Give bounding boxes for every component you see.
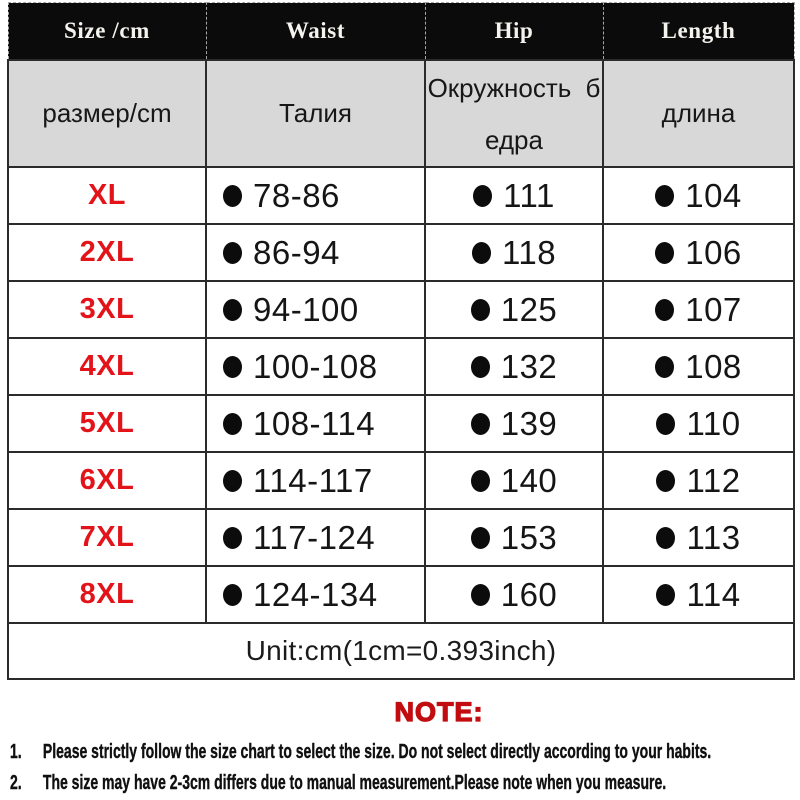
- table-row: [8, 509, 794, 566]
- bullet-icon: [656, 584, 675, 606]
- bullet-icon: [655, 299, 674, 321]
- bullet-icon: [656, 527, 675, 549]
- table-row: [8, 224, 794, 281]
- waist-value: 94-100: [253, 290, 359, 328]
- bullet-icon: [471, 584, 490, 606]
- subheader-hip-ru: [425, 60, 603, 167]
- bullet-icon: [223, 299, 242, 321]
- bullet-icon: [656, 413, 675, 435]
- note-number: 1.: [10, 741, 22, 763]
- col-header-size: Size /cm: [8, 3, 206, 61]
- subheader-hip-ru-line2: едра: [485, 124, 543, 155]
- unit-row: [8, 623, 794, 679]
- waist-value: 124-134: [253, 575, 378, 613]
- size-label: 4XL: [8, 338, 206, 395]
- size-label: 6XL: [8, 452, 206, 509]
- note-item: [10, 769, 800, 800]
- length-value: 110: [686, 404, 741, 442]
- hip-value: 139: [500, 404, 558, 442]
- unit-note: Unit:cm(1cm=0.393inch): [8, 623, 794, 679]
- waist-value: 108-114: [253, 404, 376, 442]
- notes-section: [10, 738, 800, 800]
- hip-value: 125: [500, 290, 558, 328]
- bullet-icon: [223, 242, 242, 264]
- waist-value: 117-124: [253, 518, 376, 556]
- length-value: 104: [685, 176, 742, 214]
- note-text: Please strictly follow the size chart to select the size. Do not select directly according to your habits.: [42, 741, 712, 763]
- bullet-icon: [223, 584, 242, 606]
- waist-value: 100-108: [253, 347, 378, 385]
- note-item: [10, 738, 800, 769]
- header-row: [8, 3, 794, 61]
- table-row: [8, 566, 794, 623]
- bullet-icon: [655, 356, 674, 378]
- bullet-icon: [223, 470, 242, 492]
- bullet-icon: [471, 299, 490, 321]
- note-title: NOTE:: [394, 697, 484, 727]
- bullet-icon: [655, 185, 674, 207]
- bullet-icon: [656, 470, 675, 492]
- length-value: 108: [685, 347, 742, 385]
- note-text: The size may have 2-3cm differs due to manual measurement.Please note when you measure.: [42, 772, 667, 794]
- size-label: 2XL: [8, 224, 206, 281]
- bullet-icon: [471, 470, 490, 492]
- bullet-icon: [655, 242, 674, 264]
- bullet-icon: [471, 413, 490, 435]
- table-row: [8, 167, 794, 224]
- size-label: 5XL: [8, 395, 206, 452]
- bullet-icon: [471, 356, 490, 378]
- length-value: 114: [686, 575, 741, 613]
- subheader-hip-ru-line1: Окружность б: [427, 72, 601, 103]
- hip-value: 160: [500, 575, 558, 613]
- length-value: 107: [685, 290, 742, 328]
- subheader-waist-ru: Талия: [206, 60, 425, 167]
- hip-value: 153: [500, 518, 558, 556]
- table-row: [8, 395, 794, 452]
- bullet-icon: [473, 185, 492, 207]
- size-label: XL: [8, 167, 206, 224]
- table-row: [8, 338, 794, 395]
- waist-value: 86-94: [253, 233, 340, 271]
- waist-value: 114-117: [253, 461, 373, 499]
- subheader-row: [8, 60, 794, 167]
- subheader-size-ru: размер/cm: [8, 60, 206, 167]
- col-header-hip: Hip: [425, 3, 603, 61]
- table-row: [8, 452, 794, 509]
- subheader-length-ru: длина: [603, 60, 794, 167]
- size-label: 8XL: [8, 566, 206, 623]
- hip-value: 140: [500, 461, 558, 499]
- hip-value: 118: [501, 233, 557, 271]
- size-label: 3XL: [8, 281, 206, 338]
- length-value: 113: [686, 518, 741, 556]
- note-number: 2.: [10, 772, 22, 794]
- size-label: 7XL: [8, 509, 206, 566]
- bullet-icon: [223, 413, 242, 435]
- bullet-icon: [472, 242, 491, 264]
- bullet-icon: [223, 356, 242, 378]
- length-value: 106: [685, 233, 742, 271]
- table-row: [8, 281, 794, 338]
- length-value: 112: [686, 461, 741, 499]
- hip-value: 111: [503, 176, 555, 214]
- col-header-waist: Waist: [206, 3, 425, 61]
- size-chart-table: [7, 2, 795, 680]
- col-header-length: Length: [603, 3, 794, 61]
- bullet-icon: [223, 527, 242, 549]
- hip-value: 132: [500, 347, 558, 385]
- bullet-icon: [471, 527, 490, 549]
- bullet-icon: [223, 185, 242, 207]
- waist-value: 78-86: [253, 176, 340, 214]
